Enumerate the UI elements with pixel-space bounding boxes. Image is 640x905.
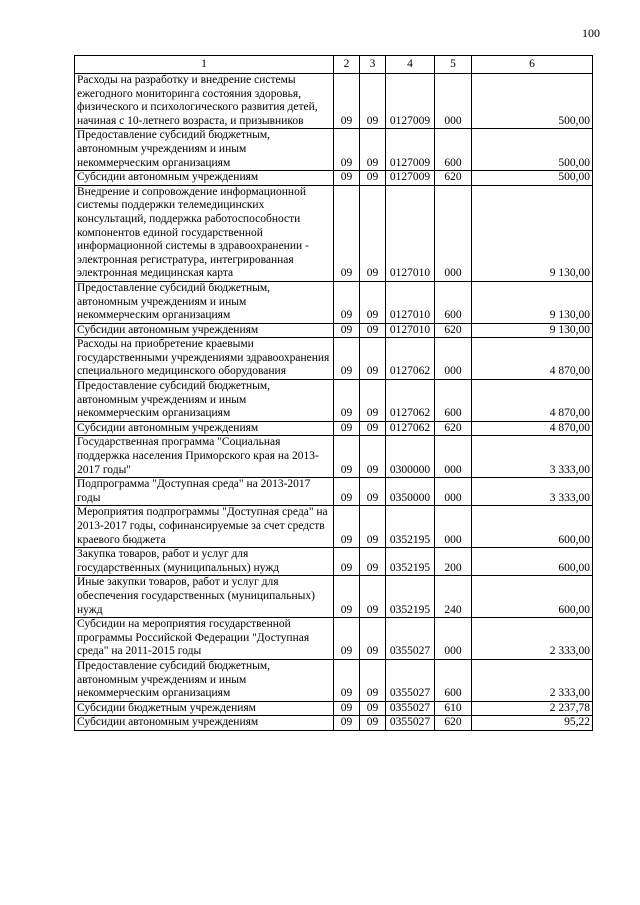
row-cell-c6: 600,00 bbox=[472, 576, 593, 618]
table-row bbox=[75, 74, 593, 129]
row-cell-c3: 09 bbox=[360, 548, 386, 576]
row-cell-c4: 0127010 bbox=[386, 185, 435, 281]
header-cell: 2 bbox=[334, 56, 360, 74]
row-cell-c5: 610 bbox=[435, 701, 472, 716]
table-row bbox=[75, 716, 593, 731]
row-cell-c4: 0127062 bbox=[386, 421, 435, 436]
row-description: Предоставление субсидий бюджетным, автономным учреждениям и иным некоммерческим организациям bbox=[75, 129, 334, 171]
table-row bbox=[75, 281, 593, 323]
row-cell-c3: 09 bbox=[360, 576, 386, 618]
row-cell-c6: 500,00 bbox=[472, 171, 593, 186]
row-cell-c2: 09 bbox=[334, 506, 360, 548]
row-cell-c4: 0127009 bbox=[386, 171, 435, 186]
row-cell-c2: 09 bbox=[334, 436, 360, 478]
row-description: Предоставление субсидий бюджетным, автономным учреждениям и иным некоммерческим организациям bbox=[75, 380, 334, 422]
row-cell-c5: 620 bbox=[435, 323, 472, 338]
row-cell-c6: 2 333,00 bbox=[472, 618, 593, 660]
row-cell-c2: 09 bbox=[334, 659, 360, 701]
row-cell-c3: 09 bbox=[360, 506, 386, 548]
row-cell-c2: 09 bbox=[334, 281, 360, 323]
row-cell-c6: 3 333,00 bbox=[472, 478, 593, 506]
page-number: 100 bbox=[582, 26, 600, 40]
row-cell-c5: 200 bbox=[435, 548, 472, 576]
row-cell-c4: 0350000 bbox=[386, 478, 435, 506]
table-row bbox=[75, 171, 593, 186]
row-cell-c3: 09 bbox=[360, 281, 386, 323]
row-cell-c6: 2 333,00 bbox=[472, 659, 593, 701]
row-cell-c4: 0355027 bbox=[386, 716, 435, 731]
row-description: Иные закупки товаров, работ и услуг для обеспечения государственных (муниципальных) нужд bbox=[75, 576, 334, 618]
row-cell-c6: 3 333,00 bbox=[472, 436, 593, 478]
row-cell-c2: 09 bbox=[334, 323, 360, 338]
row-description: Субсидии автономным учреждениям bbox=[75, 421, 334, 436]
row-description: Предоставление субсидий бюджетным, автономным учреждениям и иным некоммерческим организациям bbox=[75, 659, 334, 701]
row-description: Расходы на приобретение краевыми государственными учреждениями здравоохранения специального медицинского оборудования bbox=[75, 338, 334, 380]
row-cell-c3: 09 bbox=[360, 323, 386, 338]
row-cell-c6: 9 130,00 bbox=[472, 185, 593, 281]
row-description: Подпрограмма "Доступная среда" на 2013-2017 годы bbox=[75, 478, 334, 506]
table-header-row bbox=[75, 56, 593, 74]
row-cell-c3: 09 bbox=[360, 618, 386, 660]
table-row bbox=[75, 421, 593, 436]
row-cell-c5: 240 bbox=[435, 576, 472, 618]
table-row bbox=[75, 506, 593, 548]
row-cell-c6: 500,00 bbox=[472, 129, 593, 171]
table-row bbox=[75, 338, 593, 380]
header-cell: 1 bbox=[75, 56, 334, 74]
row-description: Субсидии на мероприятия государственной программы Российской Федерации "Доступная среда" на 2011-2015 годы bbox=[75, 618, 334, 660]
row-cell-c4: 0127010 bbox=[386, 281, 435, 323]
row-cell-c4: 0355027 bbox=[386, 659, 435, 701]
header-cell: 6 bbox=[472, 56, 593, 74]
row-cell-c3: 09 bbox=[360, 380, 386, 422]
table-row bbox=[75, 129, 593, 171]
row-cell-c2: 09 bbox=[334, 548, 360, 576]
row-description: Мероприятия подпрограммы "Доступная среда" на 2013-2017 годы, софинансируемые за счет средств краевого бюджета bbox=[75, 506, 334, 548]
row-description: Государственная программа "Социальная поддержка населения Приморского края на 2013-2017 годы" bbox=[75, 436, 334, 478]
row-cell-c2: 09 bbox=[334, 716, 360, 731]
header-cell: 3 bbox=[360, 56, 386, 74]
row-cell-c5: 000 bbox=[435, 338, 472, 380]
row-cell-c2: 09 bbox=[334, 421, 360, 436]
row-cell-c6: 95,22 bbox=[472, 716, 593, 731]
row-cell-c4: 0352195 bbox=[386, 576, 435, 618]
row-cell-c4: 0127010 bbox=[386, 323, 435, 338]
row-cell-c2: 09 bbox=[334, 338, 360, 380]
table-row bbox=[75, 659, 593, 701]
row-cell-c2: 09 bbox=[334, 618, 360, 660]
row-cell-c3: 09 bbox=[360, 436, 386, 478]
row-cell-c2: 09 bbox=[334, 576, 360, 618]
table-row bbox=[75, 478, 593, 506]
row-cell-c5: 620 bbox=[435, 716, 472, 731]
row-description: Расходы на разработку и внедрение системы ежегодного мониторинга состояния здоровья, физического и психологического развития детей, начиная с 10-летнего возраста, и призывников bbox=[75, 74, 334, 129]
row-cell-c6: 9 130,00 bbox=[472, 323, 593, 338]
table-row bbox=[75, 323, 593, 338]
row-cell-c5: 000 bbox=[435, 436, 472, 478]
row-cell-c4: 0355027 bbox=[386, 701, 435, 716]
row-cell-c3: 09 bbox=[360, 171, 386, 186]
header-cell: 4 bbox=[386, 56, 435, 74]
row-cell-c3: 09 bbox=[360, 659, 386, 701]
row-cell-c4: 0355027 bbox=[386, 618, 435, 660]
row-cell-c2: 09 bbox=[334, 129, 360, 171]
row-cell-c3: 09 bbox=[360, 74, 386, 129]
table-row bbox=[75, 185, 593, 281]
row-cell-c5: 000 bbox=[435, 506, 472, 548]
row-cell-c4: 0300000 bbox=[386, 436, 435, 478]
row-cell-c4: 0352195 bbox=[386, 548, 435, 576]
table-row bbox=[75, 380, 593, 422]
row-cell-c5: 600 bbox=[435, 659, 472, 701]
row-description: Предоставление субсидий бюджетным, автономным учреждениям и иным некоммерческим организациям bbox=[75, 281, 334, 323]
row-cell-c2: 09 bbox=[334, 171, 360, 186]
row-cell-c6: 9 130,00 bbox=[472, 281, 593, 323]
row-cell-c5: 600 bbox=[435, 129, 472, 171]
row-cell-c5: 620 bbox=[435, 171, 472, 186]
budget-table bbox=[74, 55, 593, 731]
table-row bbox=[75, 548, 593, 576]
row-cell-c2: 09 bbox=[334, 380, 360, 422]
row-cell-c6: 4 870,00 bbox=[472, 380, 593, 422]
row-cell-c6: 2 237,78 bbox=[472, 701, 593, 716]
row-description: Закупка товаров, работ и услуг для государственных (муниципальных) нужд bbox=[75, 548, 334, 576]
row-cell-c3: 09 bbox=[360, 716, 386, 731]
row-cell-c6: 4 870,00 bbox=[472, 338, 593, 380]
row-cell-c3: 09 bbox=[360, 185, 386, 281]
row-cell-c4: 0352195 bbox=[386, 506, 435, 548]
row-description: Внедрение и сопровождение информационной системы поддержки телемедицинских консультаций, поддержка работоспособности компонентов единой государственной информационной системы в здравоохранении - электронная регистратура, интегрированная электронная медицинская карта bbox=[75, 185, 334, 281]
header-cell: 5 bbox=[435, 56, 472, 74]
row-cell-c6: 500,00 bbox=[472, 74, 593, 129]
row-cell-c5: 000 bbox=[435, 618, 472, 660]
table-row bbox=[75, 576, 593, 618]
row-cell-c5: 620 bbox=[435, 421, 472, 436]
row-cell-c3: 09 bbox=[360, 421, 386, 436]
row-cell-c6: 600,00 bbox=[472, 506, 593, 548]
row-cell-c2: 09 bbox=[334, 74, 360, 129]
row-cell-c6: 600,00 bbox=[472, 548, 593, 576]
row-description: Субсидии автономным учреждениям bbox=[75, 171, 334, 186]
row-cell-c3: 09 bbox=[360, 701, 386, 716]
row-cell-c2: 09 bbox=[334, 701, 360, 716]
row-cell-c5: 600 bbox=[435, 380, 472, 422]
table-row bbox=[75, 436, 593, 478]
row-cell-c3: 09 bbox=[360, 338, 386, 380]
row-cell-c2: 09 bbox=[334, 478, 360, 506]
table-row bbox=[75, 618, 593, 660]
row-cell-c5: 000 bbox=[435, 478, 472, 506]
row-description: Субсидии автономным учреждениям bbox=[75, 323, 334, 338]
row-cell-c4: 0127062 bbox=[386, 380, 435, 422]
table-row bbox=[75, 701, 593, 716]
row-cell-c5: 000 bbox=[435, 185, 472, 281]
row-cell-c2: 09 bbox=[334, 185, 360, 281]
row-cell-c4: 0127009 bbox=[386, 74, 435, 129]
row-cell-c6: 4 870,00 bbox=[472, 421, 593, 436]
row-description: Субсидии бюджетным учреждениям bbox=[75, 701, 334, 716]
row-cell-c5: 000 bbox=[435, 74, 472, 129]
row-cell-c3: 09 bbox=[360, 129, 386, 171]
row-cell-c5: 600 bbox=[435, 281, 472, 323]
row-cell-c4: 0127062 bbox=[386, 338, 435, 380]
row-cell-c3: 09 bbox=[360, 478, 386, 506]
row-cell-c4: 0127009 bbox=[386, 129, 435, 171]
row-description: Субсидии автономным учреждениям bbox=[75, 716, 334, 731]
